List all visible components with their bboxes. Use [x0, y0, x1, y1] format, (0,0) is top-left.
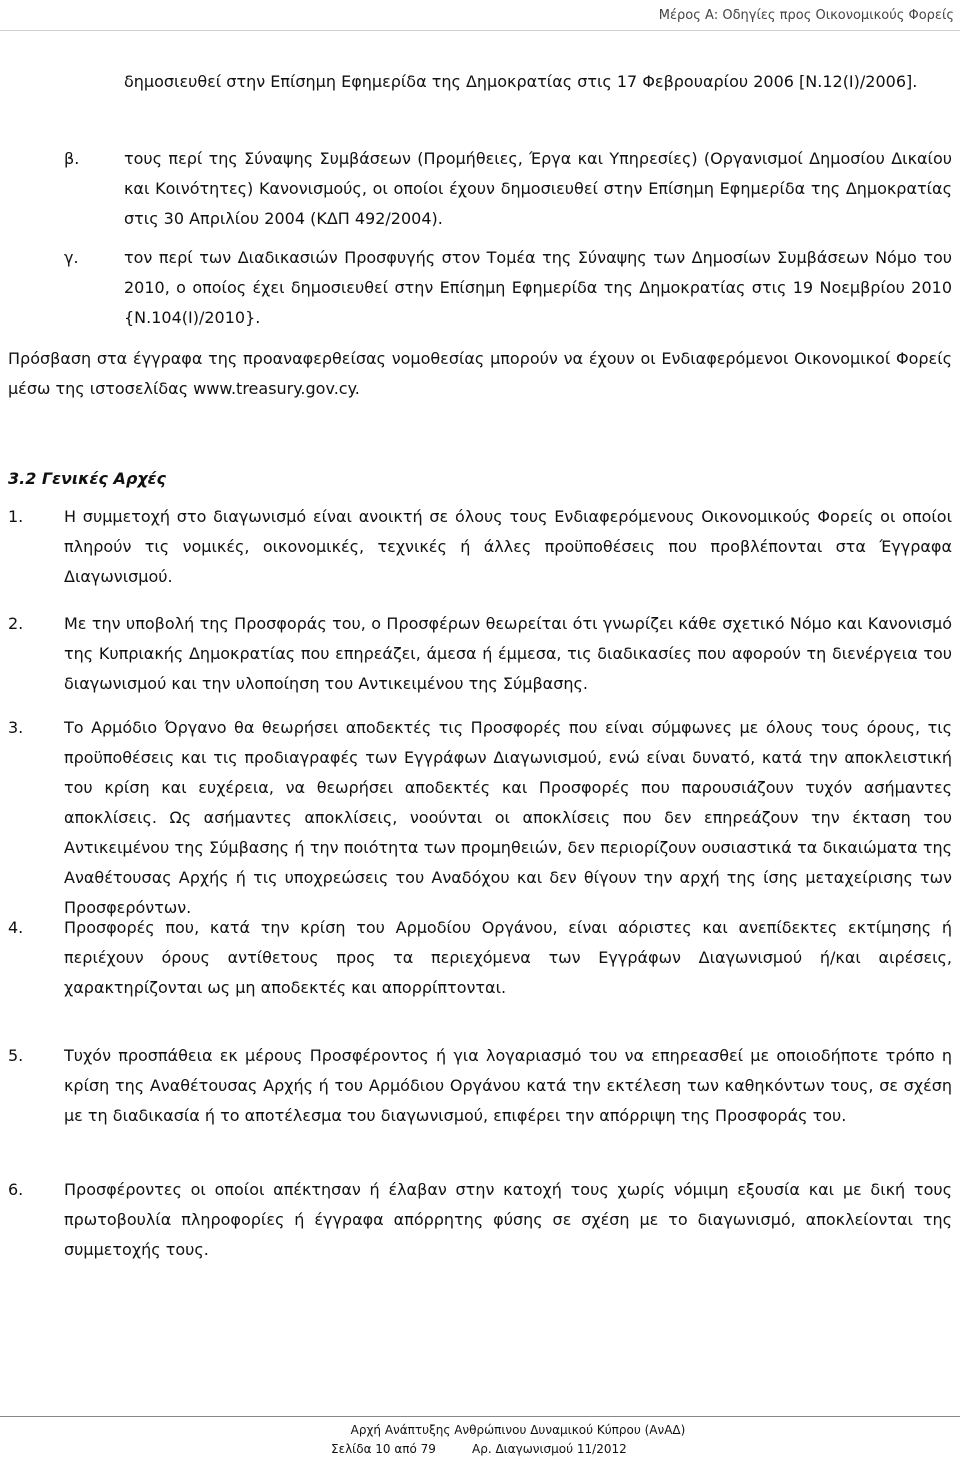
point-number-2: 2. [8, 614, 24, 633]
point-number-3: 3. [8, 718, 24, 737]
continuation-paragraph: δημοσιευθεί στην Επίσημη Εφημερίδα της Δημοκρατίας στις 17 Φεβρουαρίου 2006 [Ν.12(Ι)/2006]. [124, 72, 918, 91]
point-text-6: Προσφέροντες οι οποίοι απέκτησαν ή έλαβαν στην κατοχή τους χωρίς νόμιμη εξουσία και με δική τους πρωτοβουλία πληροφορίες ή έγγραφα απόρρητης φύσης σε σχέση με το διαγωνισμό, αποκλείονται της συμμετοχής τους. [64, 1180, 952, 1259]
list-item-label-b: β. [64, 149, 80, 168]
access-paragraph: Πρόσβαση στα έγγραφα της προαναφερθείσας νομοθεσίας μπορούν να έχουν οι Ενδιαφερόμενοι Οικονομικοί Φορείς μέσω της ιστοσελίδας www.treasury.gov.cy. [8, 349, 952, 398]
section-heading: 3.2 Γενικές Αρχές [8, 469, 167, 488]
point-number-6: 6. [8, 1180, 24, 1199]
point-text-3: Το Αρμόδιο Όργανο θα θεωρήσει αποδεκτές τις Προσφορές που είναι σύμφωνες με όλους τους όρους, τις προϋποθέσεις και τις προδιαγραφές των Εγγράφων Διαγωνισμού, ενώ είναι δυνατό, κατά την αποκλειστική του κρίση και ευχέρεια, να θεωρήσει αποδεκτές και Προσφορές που παρουσιάζουν τυχόν ασήμαντες αποκλίσεις. Ως ασήμαντες αποκλίσεις, νοούνται οι αποκλίσεις που δεν επηρεάζουν την έκταση του Αντικειμένου της Σύμβασης ή την ποιότητα των προμηθειών, δεν περιορίζουν ουσιαστικά τα δικαιώματα της Αναθέτουσας Αρχής ή τις υποχρεώσεις του Αναδόχου και δεν θίγουν την αρχή της ίσης μεταχείρισης των Προσφερόντων. [64, 718, 952, 917]
list-item-text-b: τους περί της Σύναψης Συμβάσεων (Προμήθειες, Έργα και Υπηρεσίες) (Οργανισμοί Δημοσίου Δικαίου και Κοινότητες) Κανονισμούς, οι οποίοι έχουν δημοσιευθεί στην Επίσημη Εφημερίδα της Δημοκρατίας στις 30 Απριλίου 2004 (ΚΔΠ 492/2004). [124, 149, 952, 228]
header-title: Μέρος Α: Οδηγίες προς Οικονομικούς Φορείς [658, 8, 954, 23]
point-text-5: Τυχόν προσπάθεια εκ μέρους Προσφέροντος ή για λογαριασμό του να επηρεασθεί με οποιοδήποτε τρόπο η κρίση της Αναθέτουσας Αρχής ή του Αρμόδιου Οργάνου κατά την εκτέλεση των καθηκόντων τους, σε σχέση με τη διαδικασία ή το αποτέλεσμα του διαγωνισμού, επιφέρει την απόρριψη της Προσφοράς του. [64, 1046, 952, 1125]
point-number-5: 5. [8, 1046, 24, 1065]
point-text-1: Η συμμετοχή στο διαγωνισμό είναι ανοικτή σε όλους τους Ενδιαφερόμενους Οικονομικούς Φορείς οι οποίοι πληρούν τις νομικές, οικονομικές, τεχνικές ή άλλες προϋποθέσεις που προβλέπονται στα Έγγραφα Διαγωνισμού. [64, 507, 952, 586]
list-item-text-c: τον περί των Διαδικασιών Προσφυγής στον Τομέα της Σύναψης των Δημοσίων Συμβάσεων Νόμο του 2010, ο οποίος έχει δημοσιευθεί στην Επίσημη Εφημερίδα της Δημοκρατίας στις 19 Νοεμβρίου 2010 {Ν.104(Ι)/2010}. [124, 248, 952, 327]
point-number-4: 4. [8, 918, 24, 937]
point-text-2: Με την υποβολή της Προσφοράς του, ο Προσφέρων θεωρείται ότι γνωρίζει κάθε σχετικό Νόμο και Κανονισμό της Κυπριακής Δημοκρατίας που επηρεάζει, άμεσα ή έμμεσα, τις διαδικασίες που αφορούν τη διενέργεια του διαγωνισμού και την υλοποίηση του Αντικειμένου της Σύμβασης. [64, 614, 952, 693]
header-divider [0, 30, 960, 31]
footer-divider [0, 1416, 960, 1417]
footer-organization: Αρχή Ανάπτυξης Ανθρώπινου Δυναμικού Κύπρου (ΑνΑΔ) [350, 1423, 686, 1437]
footer-page-number: Σελίδα 10 από 79 [331, 1442, 436, 1456]
point-text-4: Προσφορές που, κατά την κρίση του Αρμοδίου Οργάνου, είναι αόριστες και ανεπίδεκτες εκτίμησης ή περιέχουν όρους αντίθετους προς τα περιεχόμενα των Εγγράφων Διαγωνισμού ή/και αιρέσεις, χαρακτηρίζονται ως μη αποδεκτές και απορρίπτονται. [64, 918, 952, 997]
point-number-1: 1. [8, 507, 24, 526]
list-item-label-c: γ. [64, 248, 79, 267]
footer-tender-number: Αρ. Διαγωνισμού 11/2012 [472, 1442, 627, 1456]
